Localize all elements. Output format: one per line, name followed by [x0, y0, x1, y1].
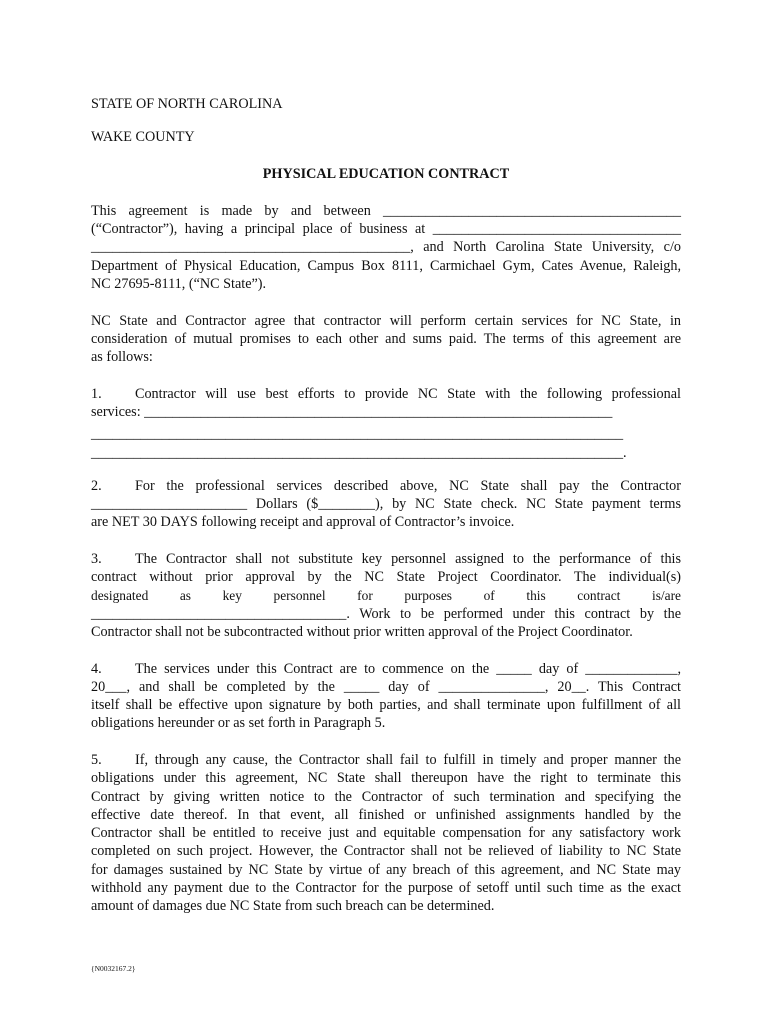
paragraph-line: Contractor shall not be subcontracted without prior written approval of the Project Coordinator.: [91, 624, 633, 640]
document-id-footer: {N0032167.2}: [91, 964, 136, 973]
intro-line: _____________________________________________, and North Carolina State University, c/o: [91, 239, 681, 255]
paragraph-line: ___________________________________________________________________________.: [91, 445, 627, 461]
paragraph-line: completed on such project. However, the Contractor shall not be relieved of liability to NC State: [91, 843, 681, 859]
paragraph-line: ____________________________________. Work to be performed under this contract by the: [91, 606, 681, 622]
paragraph-line: ___________________________________________________________________________: [91, 426, 624, 442]
paragraph-line: The Contractor shall not substitute key personnel assigned to the performance of this: [135, 551, 681, 567]
paragraph-number: 2.: [91, 478, 102, 494]
paragraph-line: 20___, and shall be completed by the _____ day of _______________, 20__. This Contract: [91, 679, 681, 695]
paragraph-number: 3.: [91, 551, 102, 567]
paragraph-line: If, through any cause, the Contractor shall fail to fulfill in timely and proper manner the: [135, 752, 681, 768]
county-heading: WAKE COUNTY: [91, 129, 195, 145]
paragraph-line: contract without prior approval by the NC State Project Coordinator. The individual(s): [91, 569, 681, 585]
paragraph-line: ______________________ Dollars ($________), by NC State check. NC State payment terms: [91, 496, 681, 512]
intro-line: Department of Physical Education, Campus Box 8111, Carmichael Gym, Cates Avenue, Raleigh,: [91, 258, 681, 274]
paragraph-number: 4.: [91, 661, 102, 677]
paragraph-line: are NET 30 DAYS following receipt and approval of Contractor’s invoice.: [91, 514, 515, 530]
intro-line: This agreement is made by and between __________________________________________: [91, 203, 681, 219]
paragraph-line: Contract by giving written notice to the Contractor of such termination and specifying the: [91, 789, 681, 805]
paragraph-line: effective date thereof. In that event, all finished or unfinished assignments handled by the: [91, 807, 681, 823]
paragraph-line: amount of damages due NC State from such breach can be determined.: [91, 898, 495, 914]
paragraph-line: Contractor shall be entitled to receive just and equitable compensation for any satisfactory work: [91, 825, 681, 841]
terms-line: consideration of mutual promises to each other and sums paid. The terms of this agreement are: [91, 331, 681, 347]
paragraph-line: designated as key personnel for purposes of this contract is/are: [91, 588, 681, 603]
paragraph-line: services: __________________________________________________________________: [91, 404, 613, 420]
paragraph-line: The services under this Contract are to commence on the _____ day of _____________,: [135, 661, 681, 677]
paragraph-number: 1.: [91, 386, 102, 402]
paragraph-line: obligations under this agreement, NC State shall thereupon have the right to terminate this: [91, 770, 681, 786]
paragraph-line: withhold any payment due to the Contractor for the purpose of setoff until such time as the exact: [91, 880, 681, 896]
paragraph-line: Contractor will use best efforts to provide NC State with the following professional: [135, 386, 681, 402]
state-heading: STATE OF NORTH CAROLINA: [91, 96, 283, 112]
terms-line: as follows:: [91, 349, 153, 365]
intro-line: NC 27695-8111, (“NC State”).: [91, 276, 267, 292]
document-title: PHYSICAL EDUCATION CONTRACT: [262, 166, 510, 182]
paragraph-line: itself shall be effective upon signature by both parties, and shall terminate upon fulfillment of all: [91, 697, 681, 713]
paragraph-line: For the professional services described above, NC State shall pay the Contractor: [135, 478, 681, 494]
terms-line: NC State and Contractor agree that contractor will perform certain services for NC State, in: [91, 313, 681, 329]
paragraph-line: for damages sustained by NC State by virtue of any breach of this agreement, and NC State may: [91, 862, 681, 878]
intro-line: (“Contractor”), having a principal place of business at ___________________________________: [91, 221, 681, 237]
paragraph-number: 5.: [91, 752, 102, 768]
paragraph-line: obligations hereunder or as set forth in Paragraph 5.: [91, 715, 386, 731]
